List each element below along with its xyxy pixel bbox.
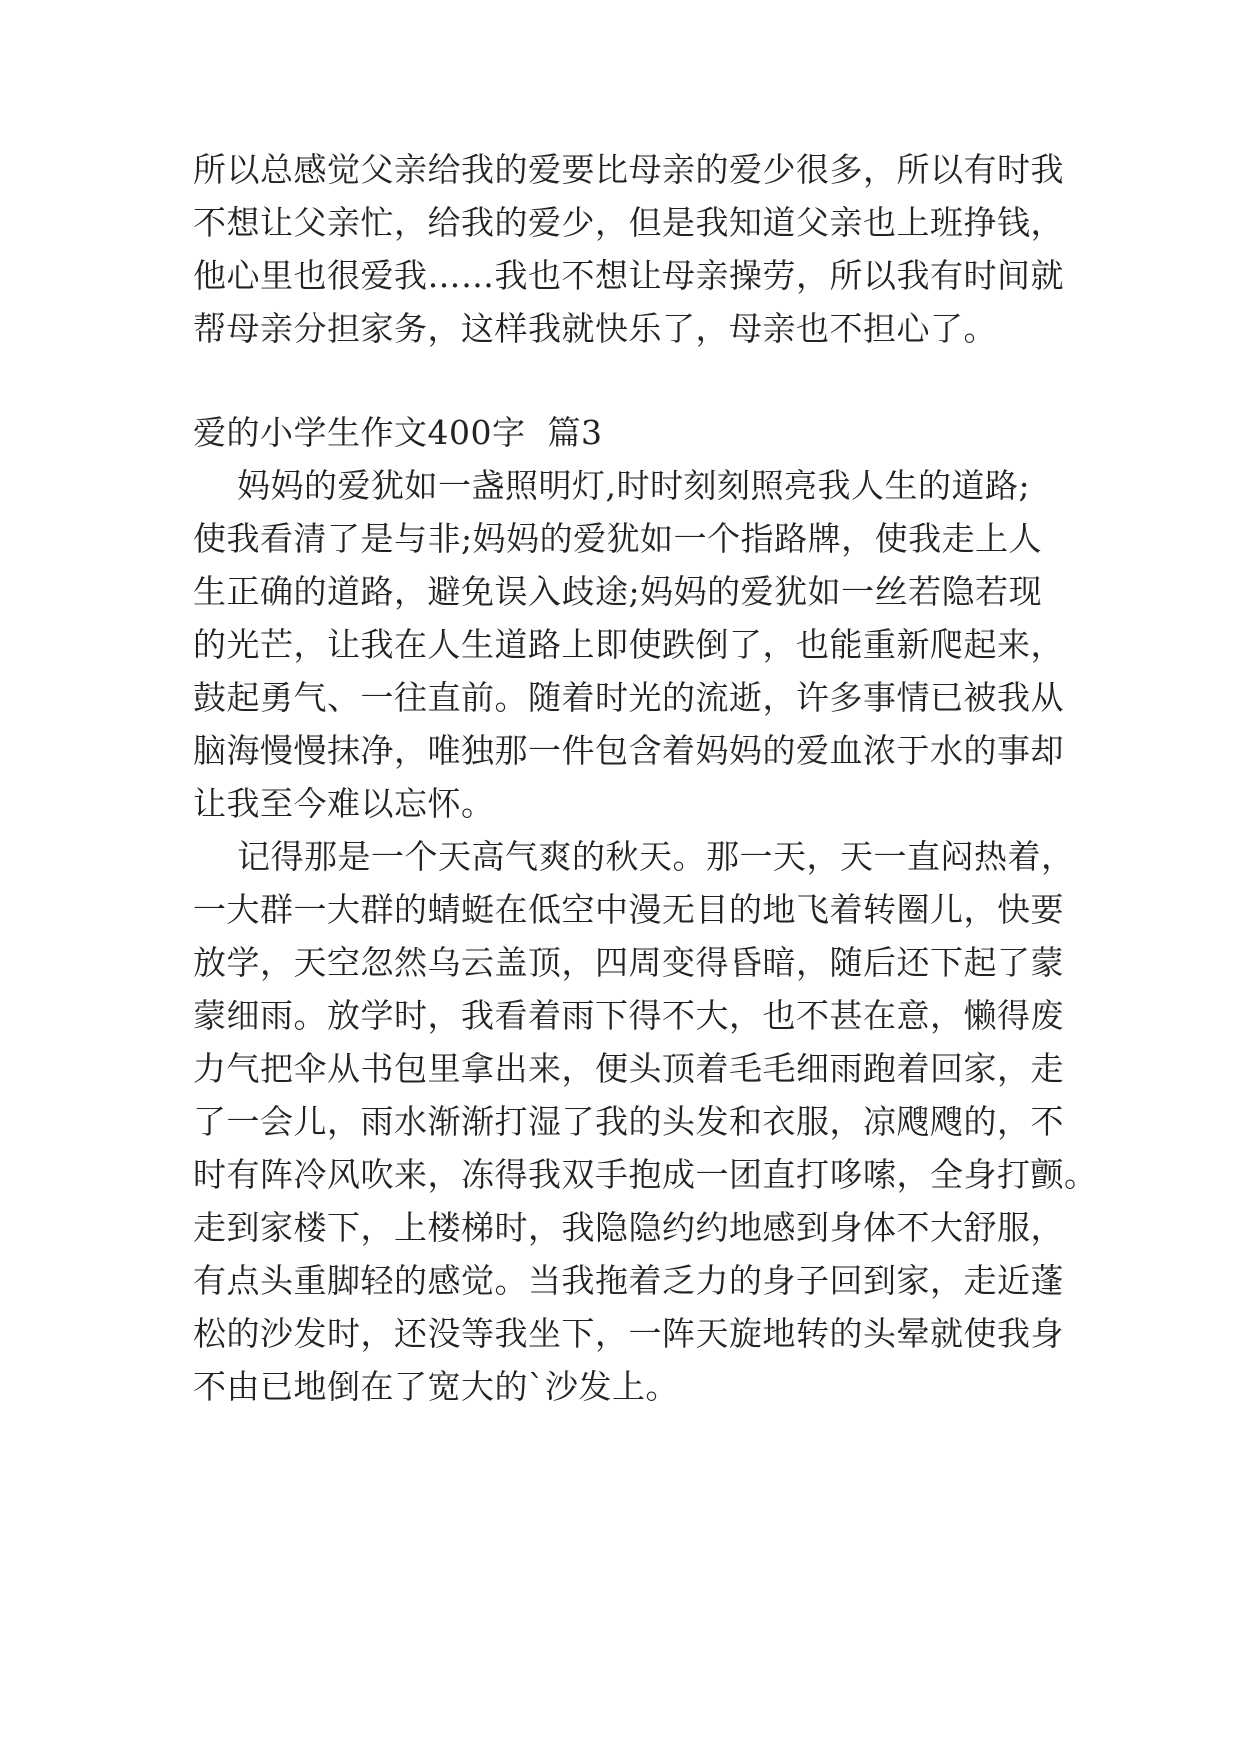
text-line: 时有阵冷风吹来，冻得我双手抱成一团直打哆嗦，全身打颤。 bbox=[193, 1155, 1098, 1194]
section-title: 爱的小学生作文400字 篇3 bbox=[193, 413, 603, 452]
text-line: 他心里也很爱我……我也不想让母亲操劳，所以我有时间就 bbox=[193, 256, 1064, 295]
text-line: 走到家楼下，上楼梯时，我隐隐约约地感到身体不大舒服， bbox=[193, 1208, 1064, 1247]
text-line: 一大群一大群的蜻蜓在低空中漫无目的地飞着转圈儿，快要 bbox=[193, 890, 1064, 929]
text-line: 脑海慢慢抹净，唯独那一件包含着妈妈的爱血浓于水的事却 bbox=[193, 731, 1064, 770]
text-line: 帮母亲分担家务，这样我就快乐了，母亲也不担心了。 bbox=[193, 309, 997, 348]
text-line: 使我看清了是与非;妈妈的爱犹如一个指路牌，使我走上人 bbox=[193, 519, 1043, 558]
text-line: 不想让父亲忙，给我的爱少，但是我知道父亲也上班挣钱， bbox=[193, 203, 1064, 242]
text-line: 记得那是一个天高气爽的秋天。那一天，天一直闷热着， bbox=[193, 837, 1075, 876]
text-line: 了一会儿，雨水渐渐打湿了我的头发和衣服，凉飕飕的，不 bbox=[193, 1102, 1064, 1141]
text-line: 妈妈的爱犹如一盏照明灯,时时刻刻照亮我人生的道路; bbox=[193, 466, 1031, 505]
text-line: 鼓起勇气、一往直前。随着时光的流逝，许多事情已被我从 bbox=[193, 678, 1064, 717]
text-line: 让我至今难以忘怀。 bbox=[193, 784, 495, 823]
text-line: 力气把伞从书包里拿出来，便头顶着毛毛细雨跑着回家，走 bbox=[193, 1049, 1064, 1088]
text-line: 不由已地倒在了宽大的`沙发上。 bbox=[193, 1367, 679, 1406]
text-line: 生正确的道路，避免误入歧途;妈妈的爱犹如一丝若隐若现 bbox=[193, 572, 1043, 611]
text-line: 所以总感觉父亲给我的爱要比母亲的爱少很多，所以有时我 bbox=[193, 150, 1064, 189]
text-line: 的光芒，让我在人生道路上即使跌倒了，也能重新爬起来， bbox=[193, 625, 1064, 664]
text-line: 松的沙发时，还没等我坐下，一阵天旋地转的头晕就使我身 bbox=[193, 1314, 1064, 1353]
text-line: 有点头重脚轻的感觉。当我拖着乏力的身子回到家，走近蓬 bbox=[193, 1261, 1064, 1300]
text-line: 蒙细雨。放学时，我看着雨下得不大，也不甚在意，懒得废 bbox=[193, 996, 1064, 1035]
text-line: 放学，天空忽然乌云盖顶，四周变得昏暗，随后还下起了蒙 bbox=[193, 943, 1064, 982]
